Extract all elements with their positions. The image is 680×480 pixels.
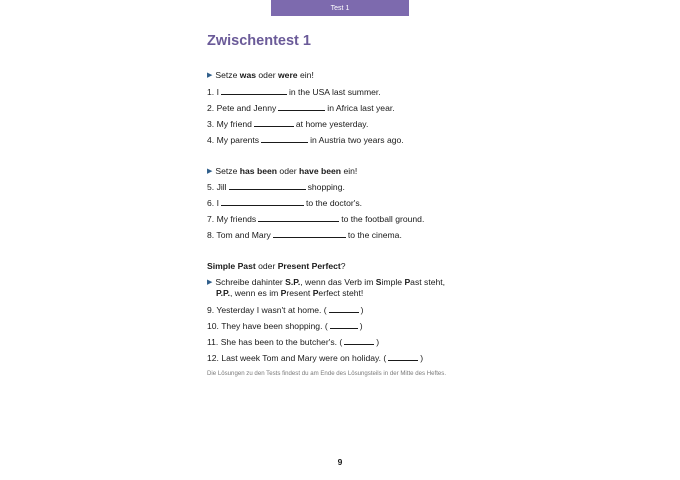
instruction-has-have-been: ▶ Setze has been oder have been ein! bbox=[207, 166, 358, 176]
exercise-item-10: 10. They have been shopping. ( ) bbox=[207, 321, 363, 331]
answer-blank[interactable] bbox=[330, 320, 358, 329]
solutions-note: Die Lösungen zu den Tests findest du am Ende des Lösungsteils in der Mitte des Heftes. bbox=[207, 370, 447, 377]
triangle-bullet-icon: ▶ bbox=[207, 72, 213, 79]
answer-blank[interactable] bbox=[221, 197, 304, 206]
answer-blank[interactable] bbox=[344, 336, 374, 345]
answer-blank[interactable] bbox=[329, 304, 359, 313]
exercise-item-2: 2. Pete and Jenny in Africa last year. bbox=[207, 103, 395, 113]
exercise-item-9: 9. Yesterday I wasn't at home. ( ) bbox=[207, 305, 364, 315]
answer-blank[interactable] bbox=[258, 213, 339, 222]
section-heading-simple-past-present-perfect: Simple Past oder Present Perfect? bbox=[207, 261, 346, 271]
answer-blank[interactable] bbox=[261, 134, 308, 143]
triangle-bullet-icon: ▶ bbox=[207, 168, 213, 175]
page-title: Zwischentest 1 bbox=[207, 33, 311, 49]
answer-blank[interactable] bbox=[278, 102, 325, 111]
answer-blank[interactable] bbox=[229, 181, 306, 190]
test-tab bbox=[271, 0, 409, 16]
exercise-item-5: 5. Jill shopping. bbox=[207, 182, 345, 192]
exercise-item-3: 3. My friend at home yesterday. bbox=[207, 119, 369, 129]
instruction-sp-pp-line1: ▶ Schreibe dahinter S.P., wenn das Verb im Simple Past steht, bbox=[207, 277, 446, 287]
page-number: 9 bbox=[337, 457, 343, 467]
exercise-item-8: 8. Tom and Mary to the cinema. bbox=[207, 230, 402, 240]
exercise-item-7: 7. My friends to the football ground. bbox=[207, 214, 425, 224]
exercise-item-11: 11. She has been to the butcher's. ( ) bbox=[207, 337, 380, 347]
test-tab-label: Test 1 bbox=[330, 4, 350, 12]
answer-blank[interactable] bbox=[254, 118, 294, 127]
answer-blank[interactable] bbox=[273, 229, 346, 238]
triangle-bullet-icon: ▶ bbox=[207, 279, 213, 286]
answer-blank[interactable] bbox=[388, 352, 418, 361]
exercise-item-1: 1. I in the USA last summer. bbox=[207, 87, 381, 97]
instruction-sp-pp-line2: P.P., wenn es im Present Perfect steht! bbox=[216, 288, 364, 298]
instruction-was-were: ▶ Setze was oder were ein! bbox=[207, 70, 314, 80]
answer-blank[interactable] bbox=[221, 86, 287, 95]
exercise-item-6: 6. I to the doctor's. bbox=[207, 198, 363, 208]
exercise-item-4: 4. My parents in Austria two years ago. bbox=[207, 135, 404, 145]
exercise-item-12: 12. Last week Tom and Mary were on holiday. ( ) bbox=[207, 353, 424, 363]
